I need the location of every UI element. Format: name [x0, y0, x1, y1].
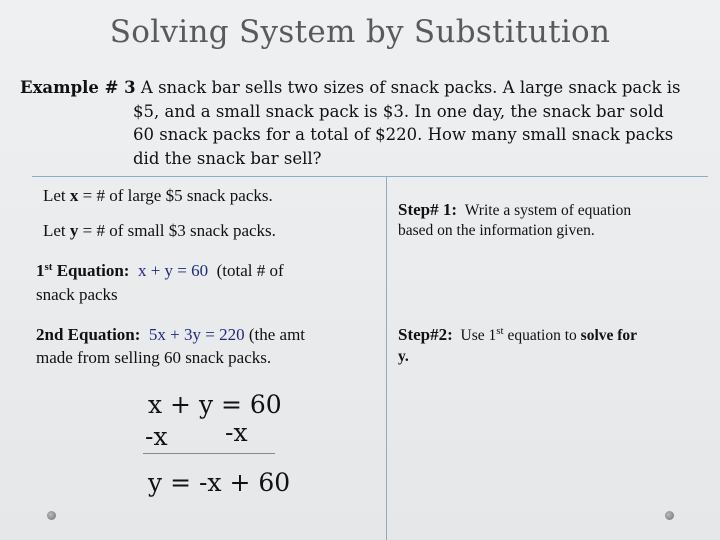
variable-x: x	[69, 186, 79, 205]
first-equation-note: snack packs	[36, 285, 118, 304]
slide-title: Solving System by Substitution	[109, 14, 611, 50]
first-equation-expression: x + y = 60	[137, 261, 209, 280]
bullet-dot-left-icon	[47, 511, 56, 520]
work-subtract-right: -x	[225, 418, 248, 447]
vertical-divider	[386, 176, 387, 540]
second-equation-note: made from selling 60 snack packs.	[36, 348, 272, 367]
example-line-1: A snack bar sells two sizes of snack packs. A large snack pack is	[140, 78, 681, 97]
first-equation: 1st Equation: x + y = 60 (total # of	[36, 261, 284, 280]
example-line-3: 60 snack packs for a total of $220. How many small snack packs	[133, 125, 674, 144]
let-x-statement: Let x = # of large $5 snack packs.	[43, 186, 273, 205]
horizontal-divider	[32, 176, 708, 177]
work-equation: x + y = 60	[148, 390, 282, 419]
let-y-statement: Let y = # of small $3 snack packs.	[43, 221, 276, 240]
work-result: y = -x + 60	[148, 468, 291, 497]
variable-y: y	[69, 221, 79, 240]
step-1-label: Step# 1:	[398, 200, 458, 219]
step-1-line-2: based on the information given.	[398, 222, 595, 239]
second-equation-expression: 5x + 3y = 220	[148, 325, 245, 344]
second-equation: 2nd Equation: 5x + 3y = 220 (the amt	[36, 325, 306, 344]
example-line-2: $5, and a small snack pack is $3. In one day, the snack bar sold	[133, 101, 664, 121]
step-2-label: Step#2:	[398, 325, 453, 344]
example-line-4: did the snack bar sell?	[133, 148, 322, 168]
step-1: Step# 1: Write a system of equation	[398, 200, 632, 219]
step-2-line-2: y.	[398, 348, 409, 365]
work-underline	[143, 453, 275, 454]
example-problem	[20, 76, 710, 170]
bullet-dot-right-icon	[665, 511, 674, 520]
example-label: Example # 3	[20, 78, 136, 97]
step-2: Step#2: Use 1st equation to solve for	[398, 325, 638, 344]
work-subtract-left: -x	[145, 422, 168, 451]
